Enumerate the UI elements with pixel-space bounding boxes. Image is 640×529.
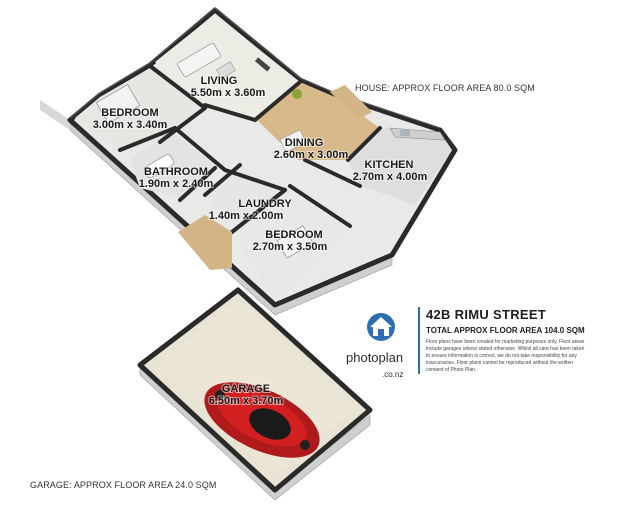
- room-name-dining: DINING: [284, 137, 324, 149]
- room-name-laundry: LAUNDRY: [238, 198, 292, 210]
- room-name-bedroom-1: BEDROOM: [101, 107, 159, 119]
- room-size-bedroom-2: 2.70m x 3.50m: [252, 241, 328, 253]
- total-floor-area: TOTAL APPROX FLOOR AREA 104.0 SQM: [426, 326, 585, 335]
- room-name-living: LIVING: [200, 75, 238, 87]
- room-size-living: 5.50m x 3.60m: [190, 87, 266, 99]
- brand-name: photoplan: [346, 350, 404, 365]
- room-size-bedroom-1: 3.00m x 3.40m: [92, 119, 168, 131]
- house-left-wall: [40, 100, 70, 130]
- room-name-kitchen: KITCHEN: [364, 159, 414, 171]
- property-address: 42B RIMU STREET: [426, 307, 547, 322]
- room-size-dining: 2.60m x 3.00m: [273, 149, 349, 161]
- brand-wordmark: [346, 350, 403, 380]
- brand-suffix: .co.nz: [382, 370, 404, 379]
- garage-area-caption: GARAGE: APPROX FLOOR AREA 24.0 SQM: [30, 480, 217, 490]
- room-name-bedroom-2: BEDROOM: [265, 229, 323, 241]
- house-area-caption: HOUSE: APPROX FLOOR AREA 80.0 SQM: [355, 83, 535, 93]
- plant: [292, 89, 302, 99]
- disclaimer-text: Floor plans have been created for marketing purposes only. Floor areas include garages unless stated otherwise. Whilst all care has been taken to ensure information is correct, we do not take responsibility for any inaccuracies. Floor plans cannot be reproduced without the written consent of Photo Plan.: [426, 339, 585, 373]
- kitchen-sink: [400, 130, 410, 136]
- room-size-laundry: 1.40m x 2.00m: [208, 210, 284, 222]
- room-name-bathroom: BATHROOM: [144, 166, 208, 178]
- room-size-garage: 6.50m x 3.70m: [208, 395, 284, 407]
- room-size-bathroom: 1.90m x 2.40m: [138, 178, 214, 190]
- room-name-garage: GARAGE: [221, 383, 271, 395]
- room-size-kitchen: 2.70m x 4.00m: [352, 171, 428, 183]
- property-info: [418, 307, 626, 374]
